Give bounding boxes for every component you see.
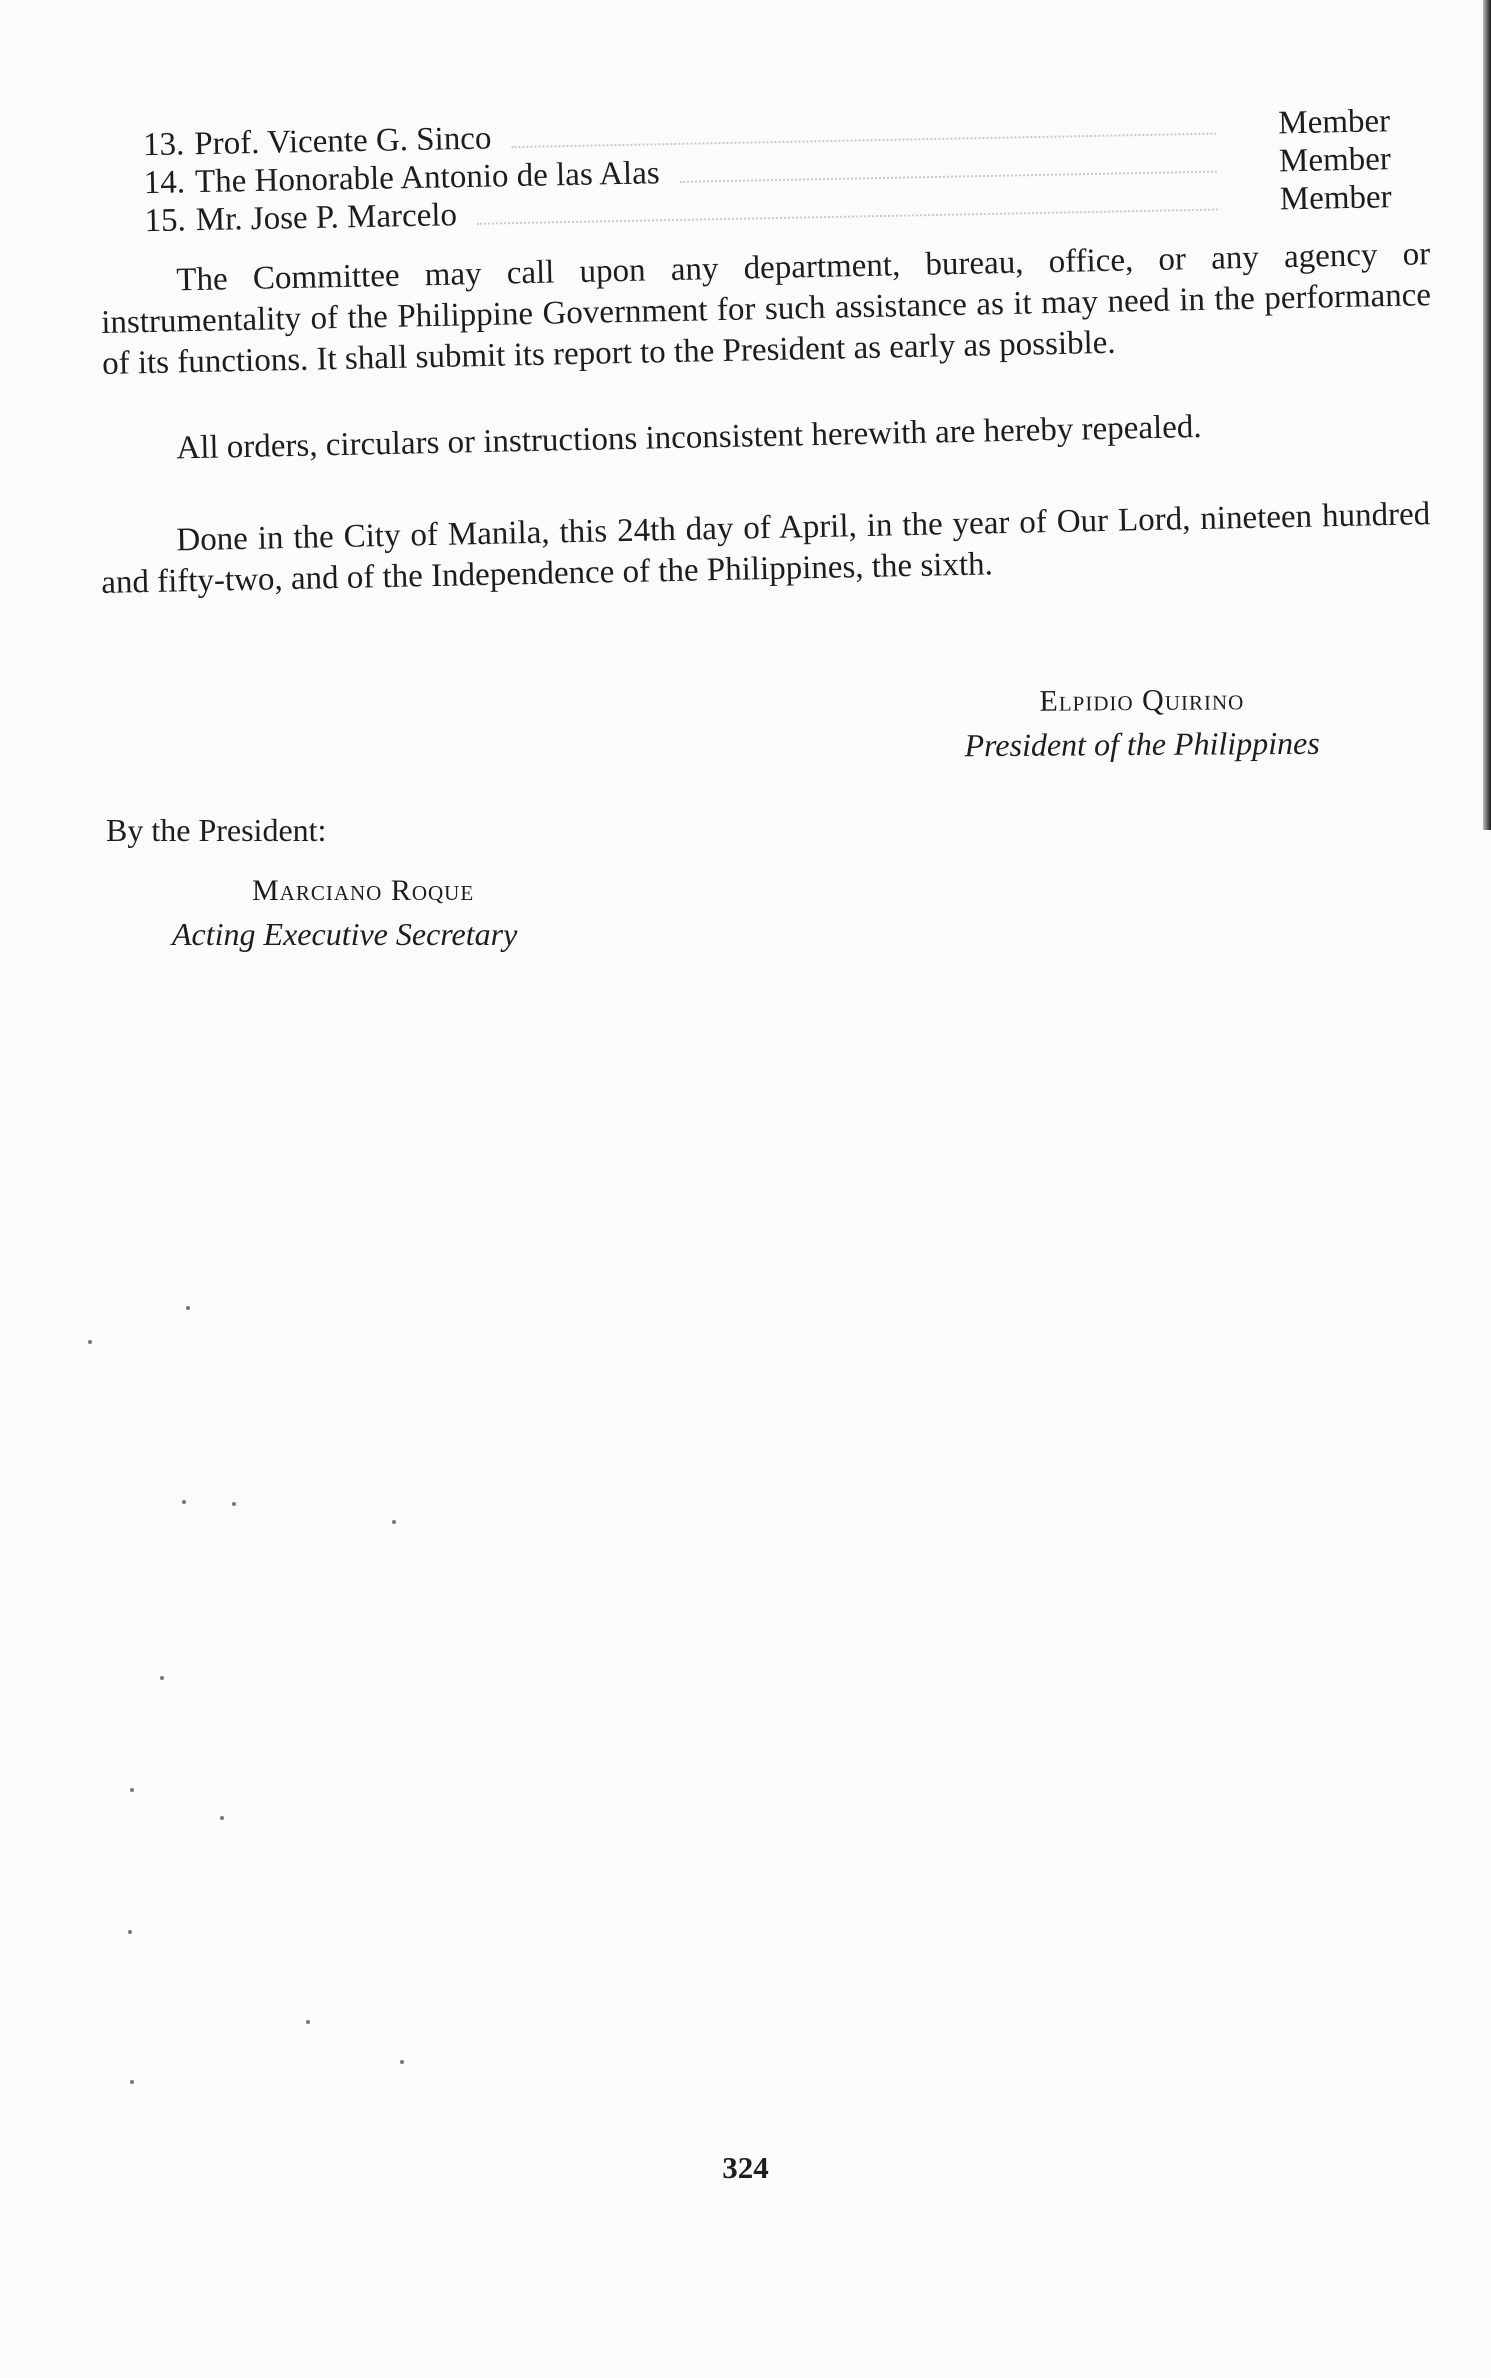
by-the-president-line: By the President:	[106, 812, 327, 848]
member-name: Mr. Jose P. Marcelo	[195, 197, 458, 239]
member-role: Member	[1279, 179, 1392, 218]
member-name: Prof. Vicente G. Sinco	[193, 120, 492, 163]
member-role: Member	[1278, 141, 1392, 180]
scan-speck	[182, 1500, 186, 1504]
dot-leader	[477, 209, 1218, 225]
scan-edge-shadow	[1483, 0, 1491, 830]
scan-speck	[392, 1520, 396, 1524]
scan-speck	[130, 1788, 134, 1792]
signatory-name: Elpidio Quirino	[1039, 683, 1245, 718]
member-number: 13.	[142, 126, 185, 164]
member-number: 14.	[143, 164, 186, 202]
scan-speck	[160, 1676, 164, 1680]
president-signature-block	[892, 678, 1393, 767]
committee-assistance-paragraph	[100, 234, 1432, 385]
paragraph-text: The Committee may call upon any department, bureau, office, or any agency or instrumentality of the Philippine Government for such assistance as it may need in the performance of its functions. It shall submit its report to the President as early as possible.	[100, 236, 1432, 382]
scan-speck	[400, 2060, 404, 2064]
page-number: 324	[722, 2150, 769, 2185]
done-in-manila-paragraph	[100, 494, 1431, 604]
scan-speck	[220, 1816, 224, 1820]
paragraph-text: Done in the City of Manila, this 24th day of April, in the year of Our Lord, nineteen hundred and fifty-two, and of the Independence of the Philippines, the sixth.	[100, 496, 1431, 601]
attestation-block	[172, 870, 517, 956]
attestor-name: Marciano Roque	[252, 874, 475, 907]
scan-speck	[306, 2020, 310, 2024]
signatory-title: President of the Philippines	[964, 724, 1320, 764]
attestor-title: Acting Executive Secretary	[172, 916, 518, 952]
scan-speck	[232, 1502, 236, 1506]
member-number: 15.	[144, 202, 187, 240]
scan-speck	[186, 1306, 190, 1310]
paragraph-text: All orders, circulars or instructions inconsistent herewith are hereby repealed.	[176, 408, 1202, 467]
dot-leader	[680, 171, 1217, 183]
committee-member-list	[100, 103, 1392, 242]
scan-speck	[128, 1930, 132, 1934]
scan-speck	[130, 2080, 134, 2084]
scan-speck	[88, 1340, 92, 1344]
member-name: The Honorable Antonio de las Alas	[194, 155, 660, 201]
repeal-paragraph	[100, 402, 1431, 471]
member-role: Member	[1277, 103, 1391, 142]
